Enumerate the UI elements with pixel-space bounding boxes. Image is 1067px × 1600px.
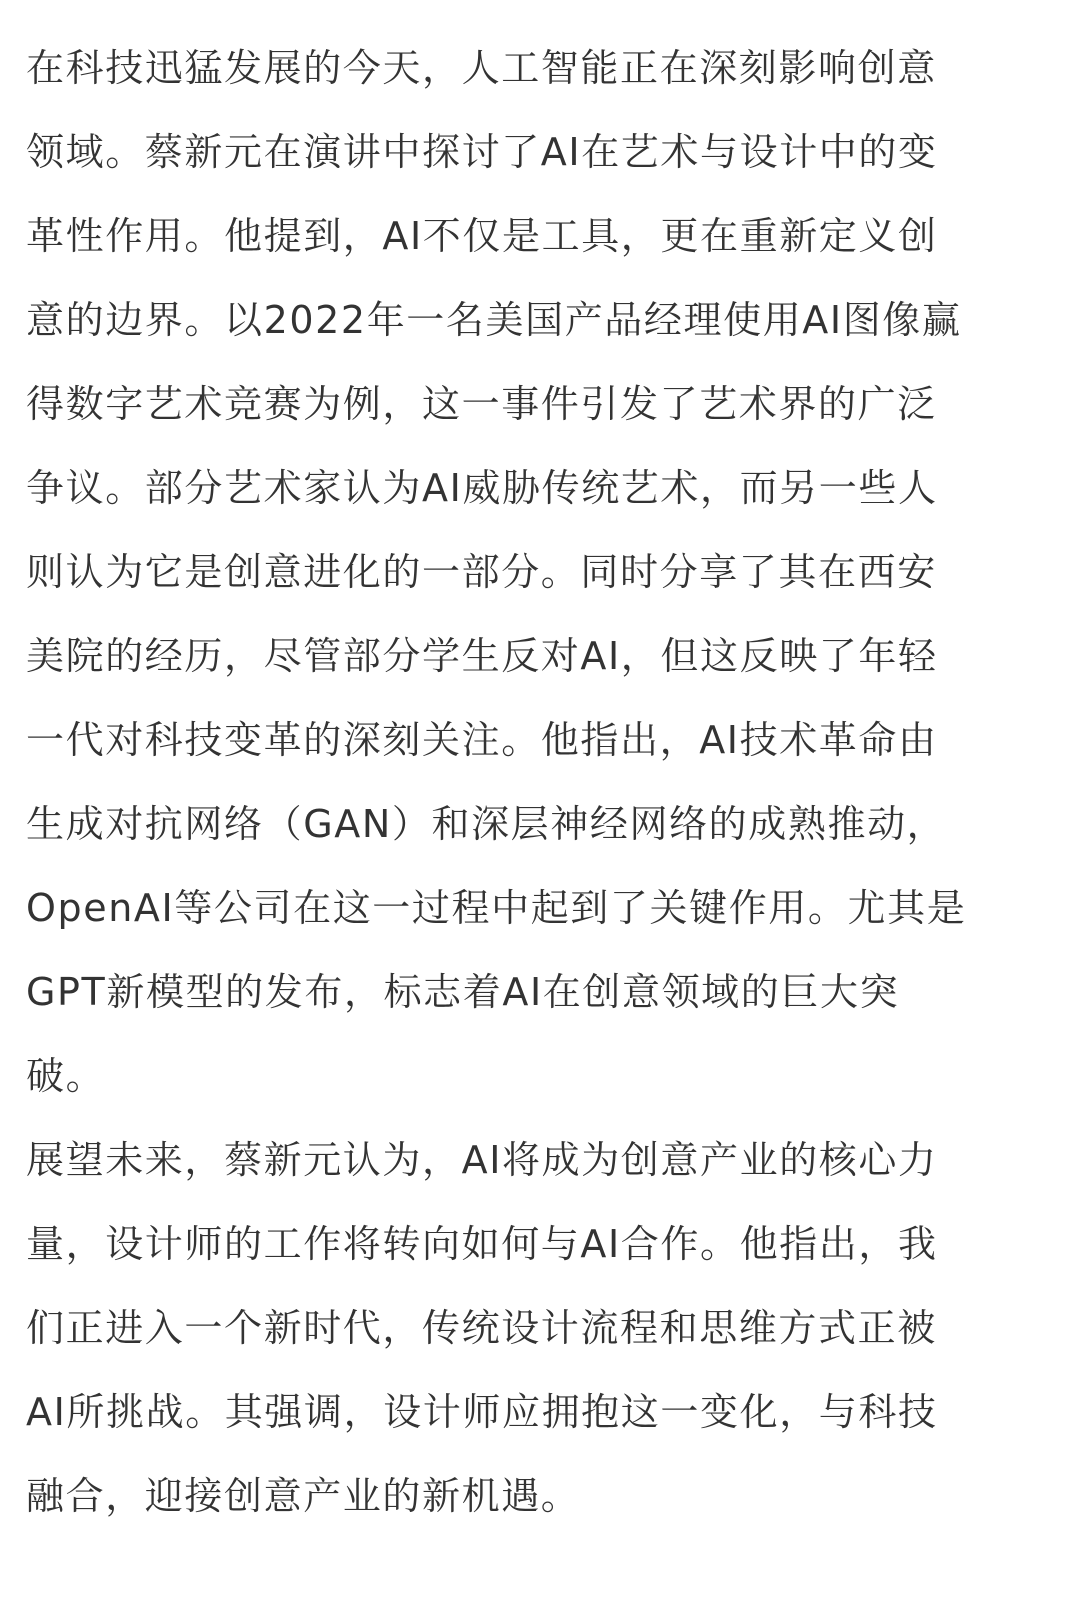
text-line: 革性作用。他提到，AI不仅是工具，更在重新定义创	[26, 214, 938, 258]
text-line: 争议。部分艺术家认为AI威胁传统艺术，而另一些人	[26, 466, 938, 510]
text-line: AI所挑战。其强调，设计师应拥抱这一变化，与科技	[26, 1390, 938, 1434]
text-line: 生成对抗网络（GAN）和深层神经网络的成熟推动，	[26, 802, 947, 846]
text-line: OpenAI等公司在这一过程中起到了关键作用。尤其是	[26, 886, 967, 930]
text-line: 则认为它是创意进化的一部分。同时分享了其在西安	[26, 550, 937, 594]
text-line: GPT新模型的发布，标志着AI在创意领域的巨大突	[26, 970, 900, 1014]
text-line: 展望未来，蔡新元认为，AI将成为创意产业的核心力	[26, 1138, 938, 1182]
text-line: 融合，迎接创意产业的新机遇。	[26, 1474, 581, 1518]
paragraph-1	[26, 26, 1043, 1118]
text-line: 得数字艺术竞赛为例，这一事件引发了艺术界的广泛	[26, 382, 937, 426]
text-line: 美院的经历，尽管部分学生反对AI，但这反映了年轻	[26, 634, 938, 678]
paragraph-2	[26, 1118, 1043, 1538]
text-line: 领域。蔡新元在演讲中探讨了AI在艺术与设计中的变	[26, 130, 938, 174]
text-line: 意的边界。以2022年一名美国产品经理使用AI图像赢	[26, 298, 962, 342]
text-line: 们正进入一个新时代，传统设计流程和思维方式正被	[26, 1306, 937, 1350]
text-line: 破。	[26, 1054, 106, 1098]
text-line: 量，设计师的工作将转向如何与AI合作。他指出，我	[26, 1222, 938, 1266]
text-line: 在科技迅猛发展的今天，人工智能正在深刻影响创意	[26, 46, 937, 90]
text-line: 一代对科技变革的深刻关注。他指出，AI技术革命由	[26, 718, 938, 762]
